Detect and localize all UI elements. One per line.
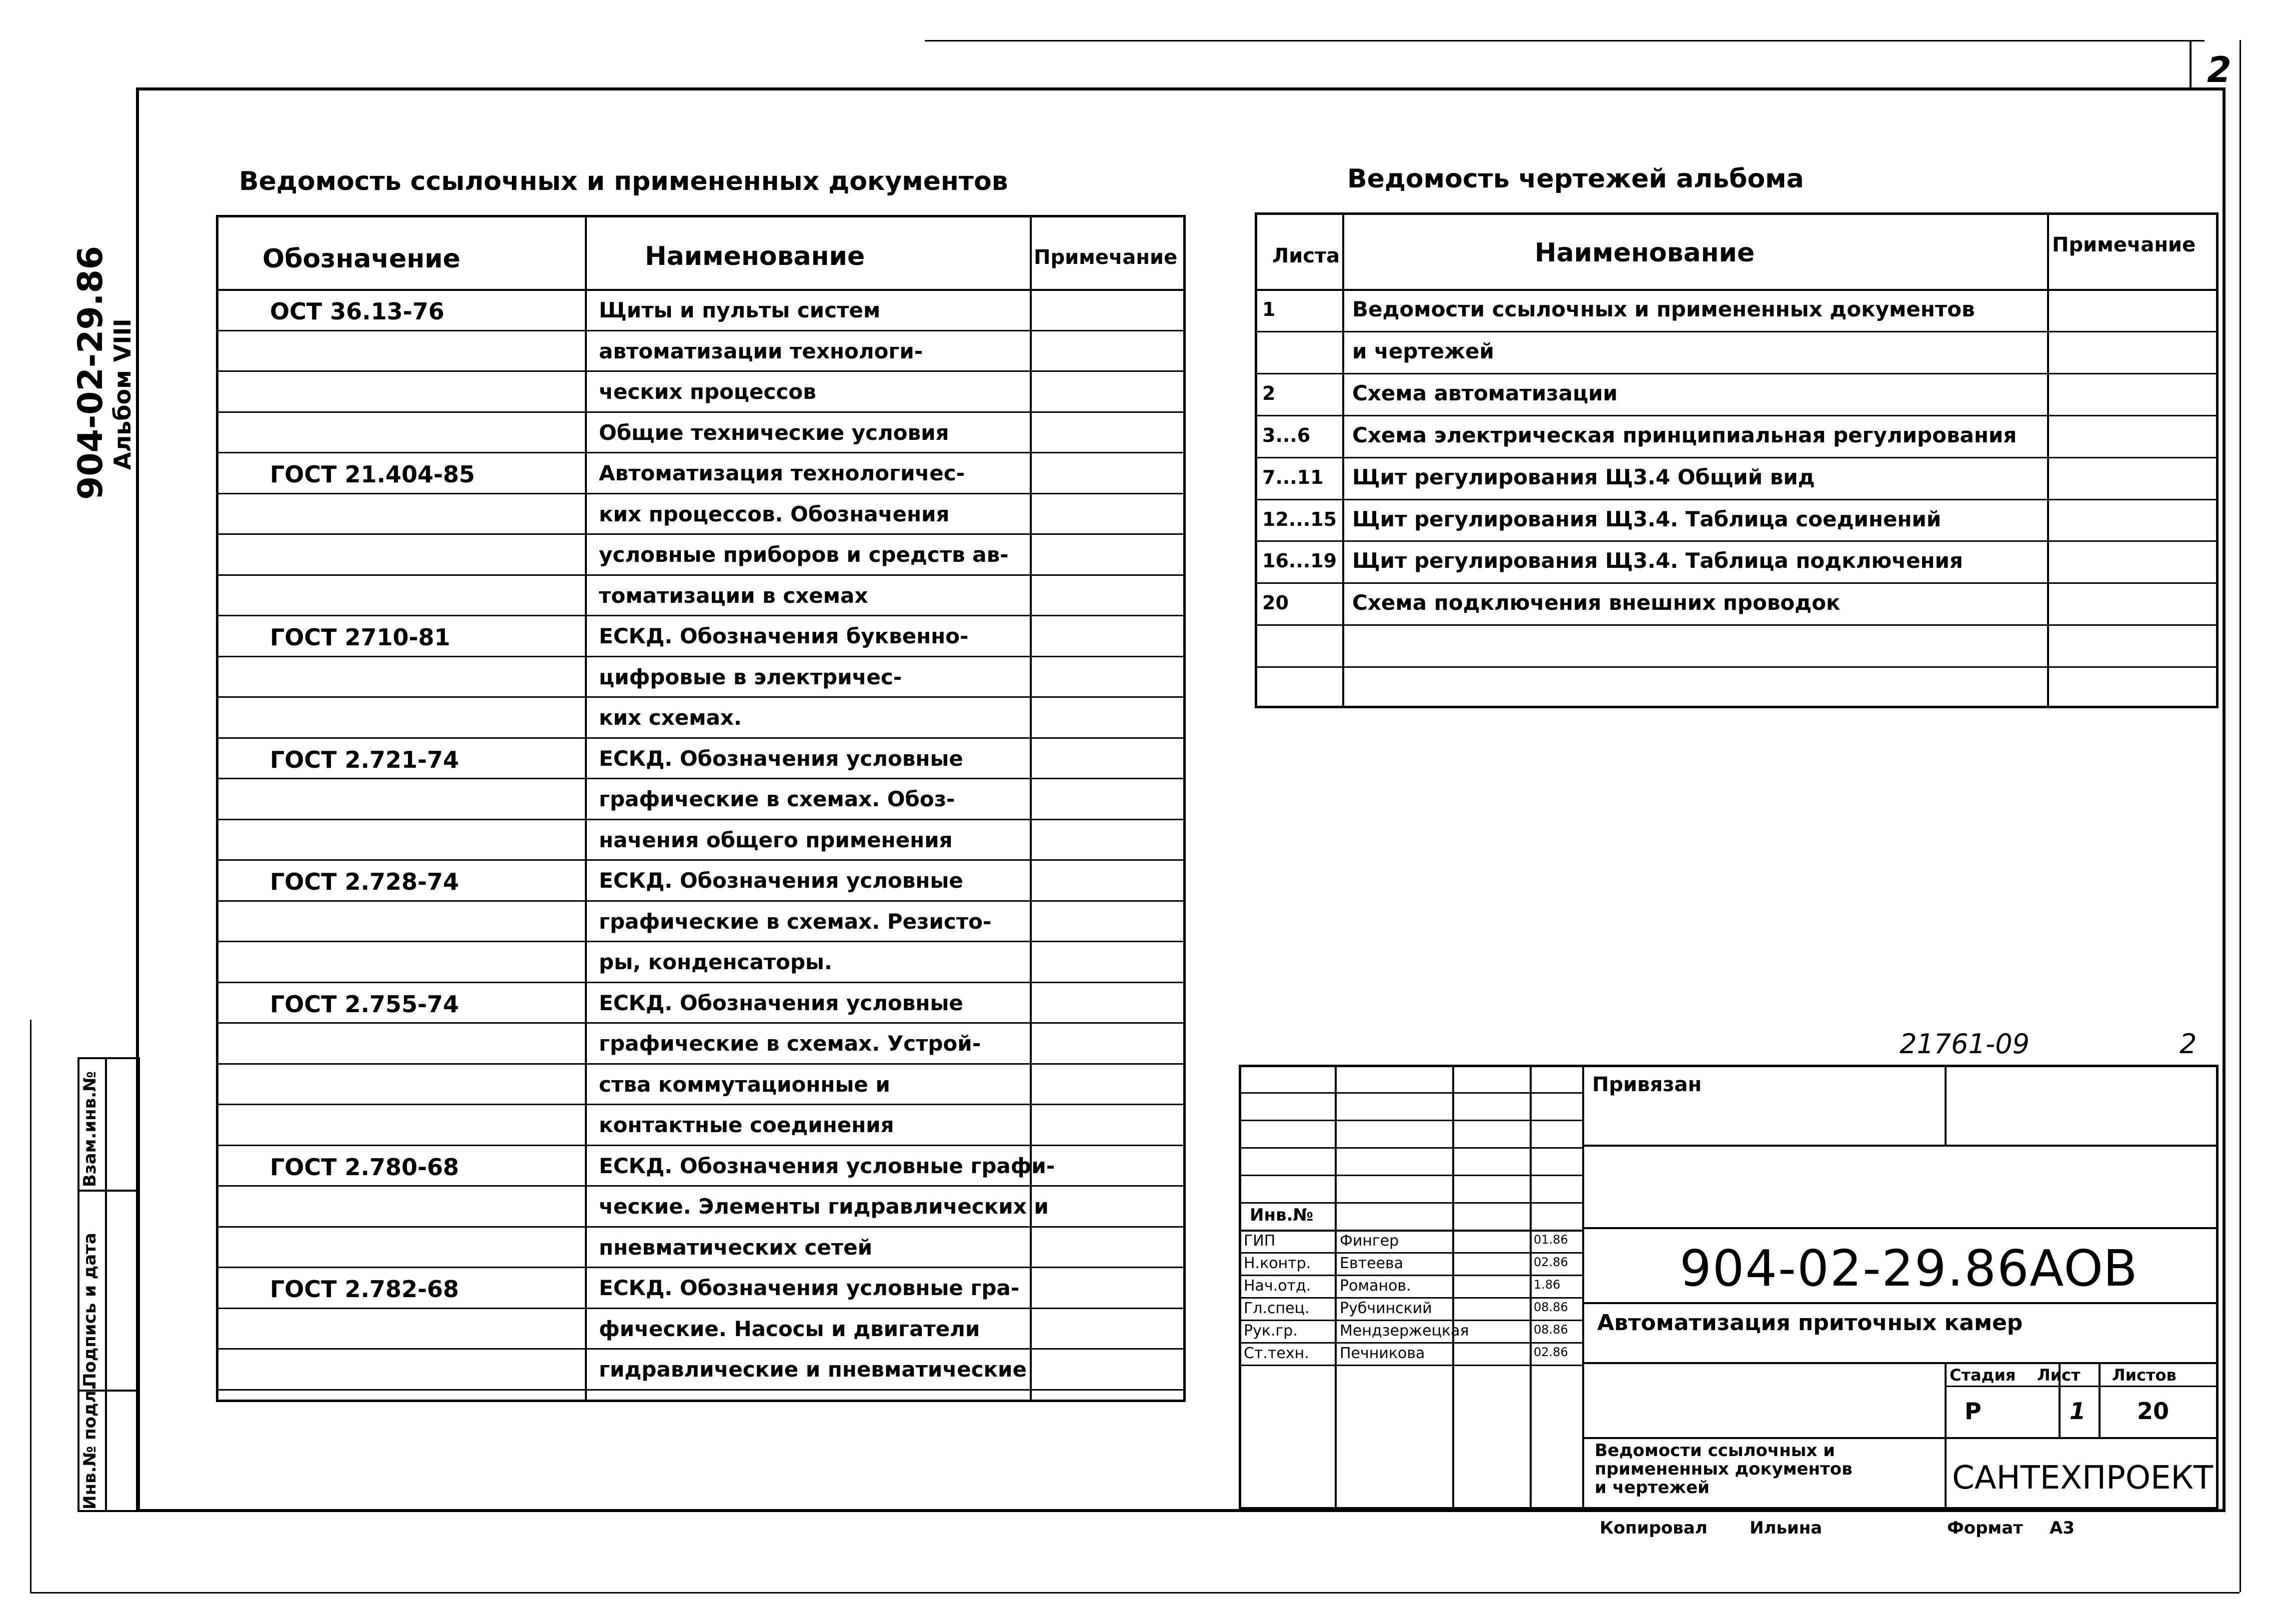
side-album: Альбом VIII (109, 318, 136, 470)
drawings-header-name: Наименование (1535, 238, 1755, 268)
format-value: А3 (2050, 1518, 2075, 1538)
page-number: 2 (2207, 49, 2232, 90)
staff-role: Нач.отд. (1244, 1277, 1311, 1295)
drawings-sheet: 12...15 (1262, 508, 1337, 530)
refs-row-line (216, 1226, 1186, 1228)
tb-stage-header-line (1945, 1386, 2219, 1387)
refs-row-line (216, 1104, 1186, 1105)
refs-code: ГОСТ 2.755-74 (270, 990, 459, 1018)
refs-name-line: ры, конденсаторы. (599, 950, 832, 974)
refs-row-line (216, 1267, 1186, 1268)
tb-right-row-1 (1582, 1145, 2219, 1147)
sheet-title-line-2: примененных документов (1595, 1459, 1853, 1479)
tb-stage-divider-3 (2099, 1362, 2101, 1437)
sheet-title-line-3: и чертежей (1595, 1478, 1710, 1498)
left-guide-line (30, 1020, 31, 1592)
refs-name-line: ких схемах. (599, 705, 742, 730)
drawings-sheet: 7...11 (1262, 466, 1324, 488)
drawings-row-line (1255, 624, 2219, 626)
refs-header-note: Примечание (1034, 246, 1178, 269)
refs-name-line: фические. Насосы и двигатели (599, 1316, 980, 1341)
staff-row-line (1239, 1297, 1582, 1299)
refs-row-line (216, 696, 1186, 698)
tb-row-1 (1239, 1092, 1582, 1094)
tb-row-6 (1239, 1230, 1582, 1232)
staff-row-line (1239, 1342, 1582, 1344)
drawings-row-line (1255, 540, 2219, 542)
refs-name-line: автоматизации технологи- (599, 338, 923, 363)
refs-name-line: гидравлические и пневматические (599, 1357, 1027, 1382)
drawings-header-sheet: Листа (1272, 244, 1340, 267)
drawings-name: Схема подключения внешних проводок (1352, 590, 1841, 615)
staff-role: ГИП (1244, 1232, 1276, 1250)
staff-row-line (1239, 1365, 1582, 1366)
refs-code: ГОСТ 2.780-68 (270, 1153, 459, 1181)
tb-right-row-4 (1582, 1362, 2219, 1364)
refs-name-line: Общие технические условия (599, 420, 949, 445)
refs-row-line (216, 1389, 1186, 1391)
refs-row-line (216, 615, 1186, 616)
left-stamp-vzam-inv: Взам.инв.№ (80, 1071, 100, 1187)
left-stamp-divider (105, 1057, 107, 1512)
doc-code: 904-02-29.86 (1680, 1239, 2030, 1298)
staff-date: 02.86 (1534, 1255, 1568, 1269)
drawings-row-line (1255, 331, 2219, 332)
order-sheet: 2 (2180, 1028, 2197, 1060)
tb-row-5 (1239, 1202, 1582, 1204)
refs-name-line: графические в схемах. Устрой- (599, 1031, 981, 1056)
staff-date: 01.86 (1534, 1233, 1568, 1247)
drawings-name: Щит регулирования Щ3.4. Таблица соединений (1352, 506, 1942, 531)
refs-header-name: Наименование (645, 241, 865, 271)
drawings-sheet: 3...6 (1262, 424, 1311, 446)
drawings-name: и чертежей (1352, 338, 1494, 363)
refs-row-line (216, 1063, 1186, 1065)
doc-mark: АОВ (2030, 1239, 2138, 1298)
drawings-header-note: Примечание (2052, 233, 2196, 256)
tb-col-3 (1530, 1065, 1532, 1510)
drawings-name: Щит регулирования Щ3.4. Таблица подключения (1352, 548, 1963, 573)
staff-name: Мендзержецкая (1340, 1322, 1469, 1340)
refs-row-line (216, 1308, 1186, 1309)
left-stamp-sep-1 (77, 1190, 140, 1192)
drawings-col-line-1 (1342, 212, 1344, 708)
refs-row-line (216, 370, 1186, 372)
staff-role: Ст.техн. (1244, 1345, 1309, 1362)
refs-row-line (216, 452, 1186, 453)
stage-value: Р (1965, 1398, 1982, 1425)
refs-col-line-1 (585, 215, 587, 1402)
left-stamp-signature-date: Подпись и дата (80, 1233, 100, 1387)
top-guide-line (925, 40, 2205, 41)
staff-row-line (1239, 1275, 1582, 1276)
refs-col-line-2 (1030, 215, 1032, 1402)
refs-name-line: ких процессов. Обозначения (599, 501, 950, 526)
refs-name-line: ЕСКД. Обозначения буквенно- (599, 624, 969, 648)
copied-label: Копировал (1600, 1518, 1708, 1538)
refs-name-line: Автоматизация технологичес- (599, 461, 965, 485)
refs-name-line: начения общего применения (599, 827, 953, 852)
tb-col-2 (1452, 1065, 1454, 1510)
refs-code: ГОСТ 2.728-74 (270, 868, 459, 895)
format-label: Формат (1947, 1518, 2023, 1538)
refs-header-designation: Обозначение (262, 244, 461, 274)
refs-name-line: ческих процессов (599, 379, 816, 404)
refs-row-line (216, 574, 1186, 576)
refs-row-line (216, 859, 1186, 861)
tb-privyazan-divider (1945, 1065, 1947, 1145)
refs-row-line (216, 1185, 1186, 1187)
refs-row-line (216, 737, 1186, 739)
drawings-sheet: 1 (1262, 298, 1276, 320)
staff-row-line (1239, 1252, 1582, 1254)
staff-name: Фингер (1340, 1232, 1399, 1250)
project-name: Автоматизация приточных камер (1597, 1310, 2023, 1336)
right-guide-line (2240, 40, 2241, 1592)
refs-name-line: ЕСКД. Обозначения условные (599, 868, 963, 893)
refs-name-line: контактные соединения (599, 1113, 894, 1137)
refs-name-line: ства коммутационные и (599, 1072, 890, 1097)
drawings-name: Ведомости ссылочных и примененных документов (1352, 297, 1975, 321)
staff-date: 02.86 (1534, 1345, 1568, 1359)
side-code: 904-02-29.86 (71, 245, 110, 500)
staff-name: Рубчинский (1340, 1300, 1432, 1317)
drawings-sheet: 16...19 (1262, 550, 1337, 572)
refs-row-line (216, 982, 1186, 983)
drawings-name: Схема автоматизации (1352, 380, 1618, 405)
tb-col-4 (1582, 1065, 1584, 1510)
refs-name-line: пневматических сетей (599, 1235, 873, 1260)
refs-row-line (216, 819, 1186, 820)
drawings-sheet: 20 (1262, 592, 1289, 614)
sheet-title-line-1: Ведомости ссылочных и (1595, 1441, 1835, 1461)
drawings-row-line (1255, 499, 2219, 500)
staff-date: 08.86 (1534, 1300, 1568, 1314)
refs-row-line (216, 411, 1186, 413)
drawings-title: Ведомость чертежей альбома (1347, 164, 1804, 194)
staff-role: Рук.гр. (1244, 1322, 1298, 1340)
staff-role: Н.контр. (1244, 1255, 1311, 1272)
staff-name: Печникова (1340, 1345, 1425, 1362)
refs-row-line (216, 656, 1186, 657)
refs-code: ГОСТ 2.782-68 (270, 1276, 459, 1303)
refs-name-line: ЕСКД. Обозначения условные гра- (599, 1276, 1020, 1300)
staff-date: 1.86 (1534, 1278, 1561, 1292)
refs-row-line (216, 778, 1186, 779)
sheet-label: Лист (2037, 1366, 2081, 1385)
organization: САНТЕХПРОЕКТ (1952, 1460, 2214, 1497)
tb-col-1 (1335, 1065, 1337, 1510)
refs-name-line: томатизации в схемах (599, 583, 868, 608)
tb-stage-divider-1 (1945, 1362, 1947, 1510)
tb-right-row-3 (1582, 1302, 2219, 1304)
staff-role: Гл.спец. (1244, 1300, 1310, 1317)
refs-name-line: цифровые в электричес- (599, 664, 902, 689)
refs-code: ГОСТ 2710-81 (270, 624, 450, 651)
staff-row-line (1239, 1320, 1582, 1321)
drawings-name: Схема электрическая принципиальная регулирования (1352, 422, 2017, 447)
drawings-row-line (1255, 582, 2219, 584)
refs-row-line (216, 533, 1186, 535)
refs-row-line (216, 493, 1186, 494)
staff-date: 08.86 (1534, 1323, 1568, 1337)
left-stamp-inv-podl: Инв.№ подл. (80, 1384, 100, 1510)
refs-row-line (216, 941, 1186, 942)
inv-label: Инв.№ (1250, 1205, 1314, 1225)
refs-header-line (216, 289, 1186, 291)
refs-row-line (216, 1022, 1186, 1024)
sheets-label: Листов (2112, 1366, 2177, 1385)
order-number: 21761-09 (1900, 1028, 2030, 1060)
refs-name-line: ЕСКД. Обозначения условные (599, 746, 963, 771)
drawings-name: Щит регулирования Щ3.4 Общий вид (1352, 464, 1815, 489)
sheets-value: 20 (2137, 1398, 2170, 1425)
drawings-col-line-2 (2047, 212, 2049, 708)
refs-code: ГОСТ 2.721-74 (270, 746, 459, 773)
tb-right-row-5 (1582, 1437, 2219, 1439)
sheet-value: 1 (2070, 1398, 2086, 1425)
refs-code: ОСТ 36.13-76 (270, 298, 444, 325)
refs-name-line: графические в схемах. Обоз- (599, 787, 955, 811)
drawings-row-line (1255, 373, 2219, 374)
copied-by: Ильина (1750, 1518, 1823, 1538)
tb-row-2 (1239, 1120, 1582, 1121)
staff-name: Евтеева (1340, 1255, 1404, 1272)
refs-title: Ведомость ссылочных и примененных документов (239, 166, 1008, 196)
refs-row-line (216, 330, 1186, 331)
refs-code: ГОСТ 21.404-85 (270, 461, 475, 488)
refs-name-line: графические в схемах. Резисто- (599, 909, 992, 934)
refs-name-line: условные приборов и средств ав- (599, 542, 1009, 567)
drawings-row-line (1255, 666, 2219, 668)
refs-name-line: ЕСКД. Обозначения условные (599, 990, 963, 1015)
tb-row-4 (1239, 1175, 1582, 1176)
privyazan-label: Привязан (1592, 1073, 1702, 1096)
staff-name: Романов. (1340, 1277, 1411, 1295)
drawings-sheet: 2 (1262, 382, 1276, 404)
page-number-divider (2190, 40, 2192, 90)
bottom-guide-line (30, 1592, 2240, 1594)
refs-row-line (216, 1145, 1186, 1146)
drawings-row-line (1255, 415, 2219, 416)
refs-name-line: ЕСКД. Обозначения условные графи- (599, 1153, 1055, 1178)
refs-name-line: Щиты и пульты систем (599, 298, 881, 322)
refs-row-line (216, 900, 1186, 902)
drawings-table (1255, 212, 2219, 708)
refs-name-line: ческие. Элементы гидравлических и (599, 1194, 1049, 1219)
tb-right-row-2 (1582, 1227, 2219, 1229)
stage-label: Стадия (1950, 1366, 2016, 1385)
refs-row-line (216, 1348, 1186, 1350)
tb-row-3 (1239, 1147, 1582, 1149)
drawings-header-line (1255, 289, 2219, 291)
drawings-row-line (1255, 457, 2219, 458)
